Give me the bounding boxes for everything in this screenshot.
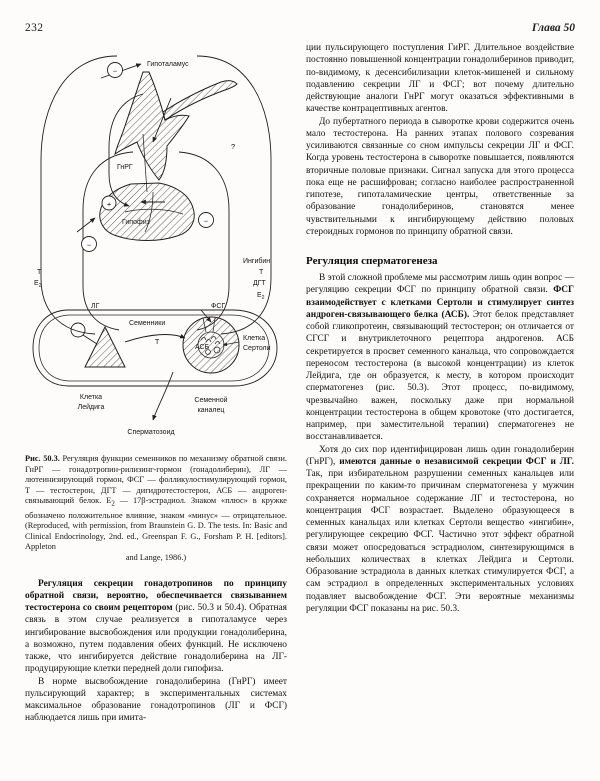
- paragraph-inhibin-rest: Так, при избирательном разрушении семенных канальцев или прекращении по каким-то причинам сперматогенеза у мужчин сохраняется нормальное содержание ЛГ и тестостерона, но концентрация ФСГ возрастает. Выделено образующееся в семенных канальцах или клетках Сертоли вещество «ингибин», регулирующее секрецию ФСГ. Частично этот эффект обратной связи может опосредоваться эстрадиолом, синтезирующимся в небольших количествах в клетках Лейдига и Сертоли. Образование эстрадиола в данных клетках стимулируется ФСГ, а сам эстрадиол в определенных экспериментальных условиях подавляет высвобождение ФСГ. Эти вероятные механизмы регуляции ФСГ показаны на рис. 50.3.: [306, 469, 574, 614]
- figure-caption-tail: — 17β-эстрадиол. Знаком «плюс» в кружке обозначено положительное влияние, знаком «минус» — отрицательное. (Reproduced, with permission, from Braunstein G. D. The tests. In: Basic and Clinical Endocrinology, 2nd. ed., Greenspan F. G., Forsham P. H. [editors]. Appleton: [25, 496, 287, 552]
- feedback-diagram: [25, 42, 287, 450]
- label-hypothalamus: Гипоталамус: [147, 61, 189, 68]
- label-abp: АСБ: [195, 344, 210, 351]
- figure-50-3: [25, 42, 287, 450]
- label-sertoli-cell-2: Сертоли: [243, 345, 271, 352]
- label-fsh: ФСГ: [211, 303, 226, 310]
- label-lh: ЛГ: [91, 303, 100, 310]
- chapter-title: Глава 50: [531, 22, 575, 34]
- label-testes: Семенники: [129, 320, 166, 327]
- paragraph-pulsatile-continued: ции пульсирующего поступления ГиРГ. Длительное воздействие постоянно повышенной концентрации гонадолиберинов приводит, по-видимому, к десенсибилизации клеток-мишеней и сильному подавлению секреции ЛГ и ФСГ; вот почему длительно действующие аналоги ГнРГ могут оказаться эффективными в качестве контрацептивных агентов.: [306, 43, 574, 115]
- paragraph-inhibin-lead: Хотя до сих пор идентифицирован лишь один гонадолиберин (ГнРГ),: [306, 444, 574, 467]
- paragraph-gonadotropin-feedback: [25, 578, 287, 676]
- label-inhibin: Ингибин: [243, 258, 271, 265]
- figure-caption-lastline: and Lange, 1986.): [125, 553, 187, 562]
- label-testosterone-right: Т: [259, 269, 264, 276]
- figure-caption-subscript: 2: [111, 501, 115, 509]
- paragraph-fsh-regulation-lead: В этой сложной проблеме мы рассмотрим лишь один вопрос — регуляцию секреции ФСГ по принципу обратной связи.: [306, 273, 574, 296]
- label-seminiferous-2: каналец: [197, 407, 225, 414]
- paragraph-fsh-regulation-bold: ФСГ взаимодействует с клетками Сертоли и стимулирует синтез андроген-связывающего белка (АСБ).: [306, 285, 574, 320]
- label-pituitary: Гипофиз: [122, 219, 150, 226]
- left-column: [25, 42, 287, 725]
- paragraph-puberty: До пубертатного периода в сыворотке крови содержится очень мало тестостерона. На ранних этапах полового созревания усиливаются связанные со сном импульсы секреции ЛГ и ФСГ. Когда уровень тестостерона в сыворотке повышается, появляются вторичные половые признаки. Сигнал запуска для этого процесса пока еще не расшифрован; согласно наиболее распространенной гипотезе, гипоталамические центры, ответственные за образование гонадолиберинов, становятся менее чувствительными к ингибирующему действию половых стероидных гормонов по принципу обратной связи.: [306, 116, 574, 237]
- label-leydig-cell-2: Лейдига: [77, 404, 105, 411]
- minus-glyph-2: −: [203, 216, 209, 226]
- label-question-mark: ?: [231, 142, 236, 151]
- label-testosterone-left: Т: [37, 269, 42, 276]
- section-heading-spermatogenesis: Регуляция сперматогенеза: [306, 255, 438, 267]
- figure-caption-main: Регуляция функции семенников по механизму обратной связи. ГнРГ — гонадотропин-рилизинг-гормон (гонадолиберин), ЛГ — лютеинизирующий гормон, ФСГ — фолликулостимулирующий гормон, Т — тестостерон, ДГТ — дигидротестостерон, АСБ — андроген-связывающий белок. Е: [25, 454, 287, 506]
- running-head: [25, 22, 575, 38]
- paragraph-fsh-regulation: [306, 272, 574, 444]
- label-seminiferous-1: Семенной: [194, 397, 228, 404]
- figure-caption: [25, 454, 287, 564]
- plus-glyph-1: +: [106, 199, 112, 209]
- label-gnrh: ГнРГ: [117, 164, 133, 171]
- paragraph-inhibin: [306, 444, 574, 616]
- minus-glyph-3: −: [86, 240, 92, 250]
- label-testosterone-transport: Т: [155, 339, 160, 346]
- paragraph-pulsatile-release: В норме высвобождение гонадолиберина (ГнРГ) имеет пульсирующий характер; в экспериментальных системах максимальное образование гонадотропинов (ЛГ и ФСГ) наблюдается лишь при имита-: [25, 676, 287, 724]
- page-number: 232: [25, 22, 44, 34]
- label-spermatozoon: Сперматозоид: [127, 429, 175, 436]
- figure-number: Рис. 50.3.: [25, 454, 60, 463]
- paragraph-gonadotropin-feedback-rest: (рис. 50.3 и 50.4). Обратная связь в этом случае реализуется в гипоталамусе через ингибирование высвобождения или продукции гонадолиберина, а возможно, путем подавления обеих функций. Не исключено также, что ингибируется действие гонадолиберина на ЛГ-продуцирующие клетки передней доли гипофиза.: [25, 603, 287, 675]
- label-estradiol-right: $E_2$: [257, 292, 265, 301]
- label-dht: ДГТ: [253, 280, 266, 287]
- minus-glyph-1: −: [112, 66, 118, 76]
- right-column: [306, 42, 574, 615]
- paragraph-inhibin-bold: имеются данные о независимой секреции ФСГ и ЛГ.: [339, 456, 574, 467]
- paragraph-gonadotropin-feedback-bold: Регуляция секреции гонадотропинов по принципу обратной связи, вероятно, обеспечивается связыванием тестостерона со своим рецептором: [25, 578, 287, 614]
- label-estradiol-left: $E_2$: [34, 280, 42, 289]
- paragraph-fsh-regulation-rest: Этот белок представляет собой гликопротеин, связывающий тестостерон; он отличается от СГСГ и внутриклеточного рецептора андрогенов. АСБ секретируется в просвет семенного канальца, что сопровождается переносом тестостерона (в высокой концентрации) из клеток Лейдига, где он образуется, к месту, в котором происходит сперматогенез (рис. 50.3). Этот процесс, по-видимому, чрезвычайно важен, поскольку даже при нормальной концентрации тестостерона в общем кровотоке (что достигается, например, при заместительной терапии) сперматогенез не восстанавливается.: [306, 309, 574, 443]
- label-sertoli-cell-1: Клетка: [243, 335, 266, 342]
- label-leydig-cell-1: Клетка: [79, 394, 103, 401]
